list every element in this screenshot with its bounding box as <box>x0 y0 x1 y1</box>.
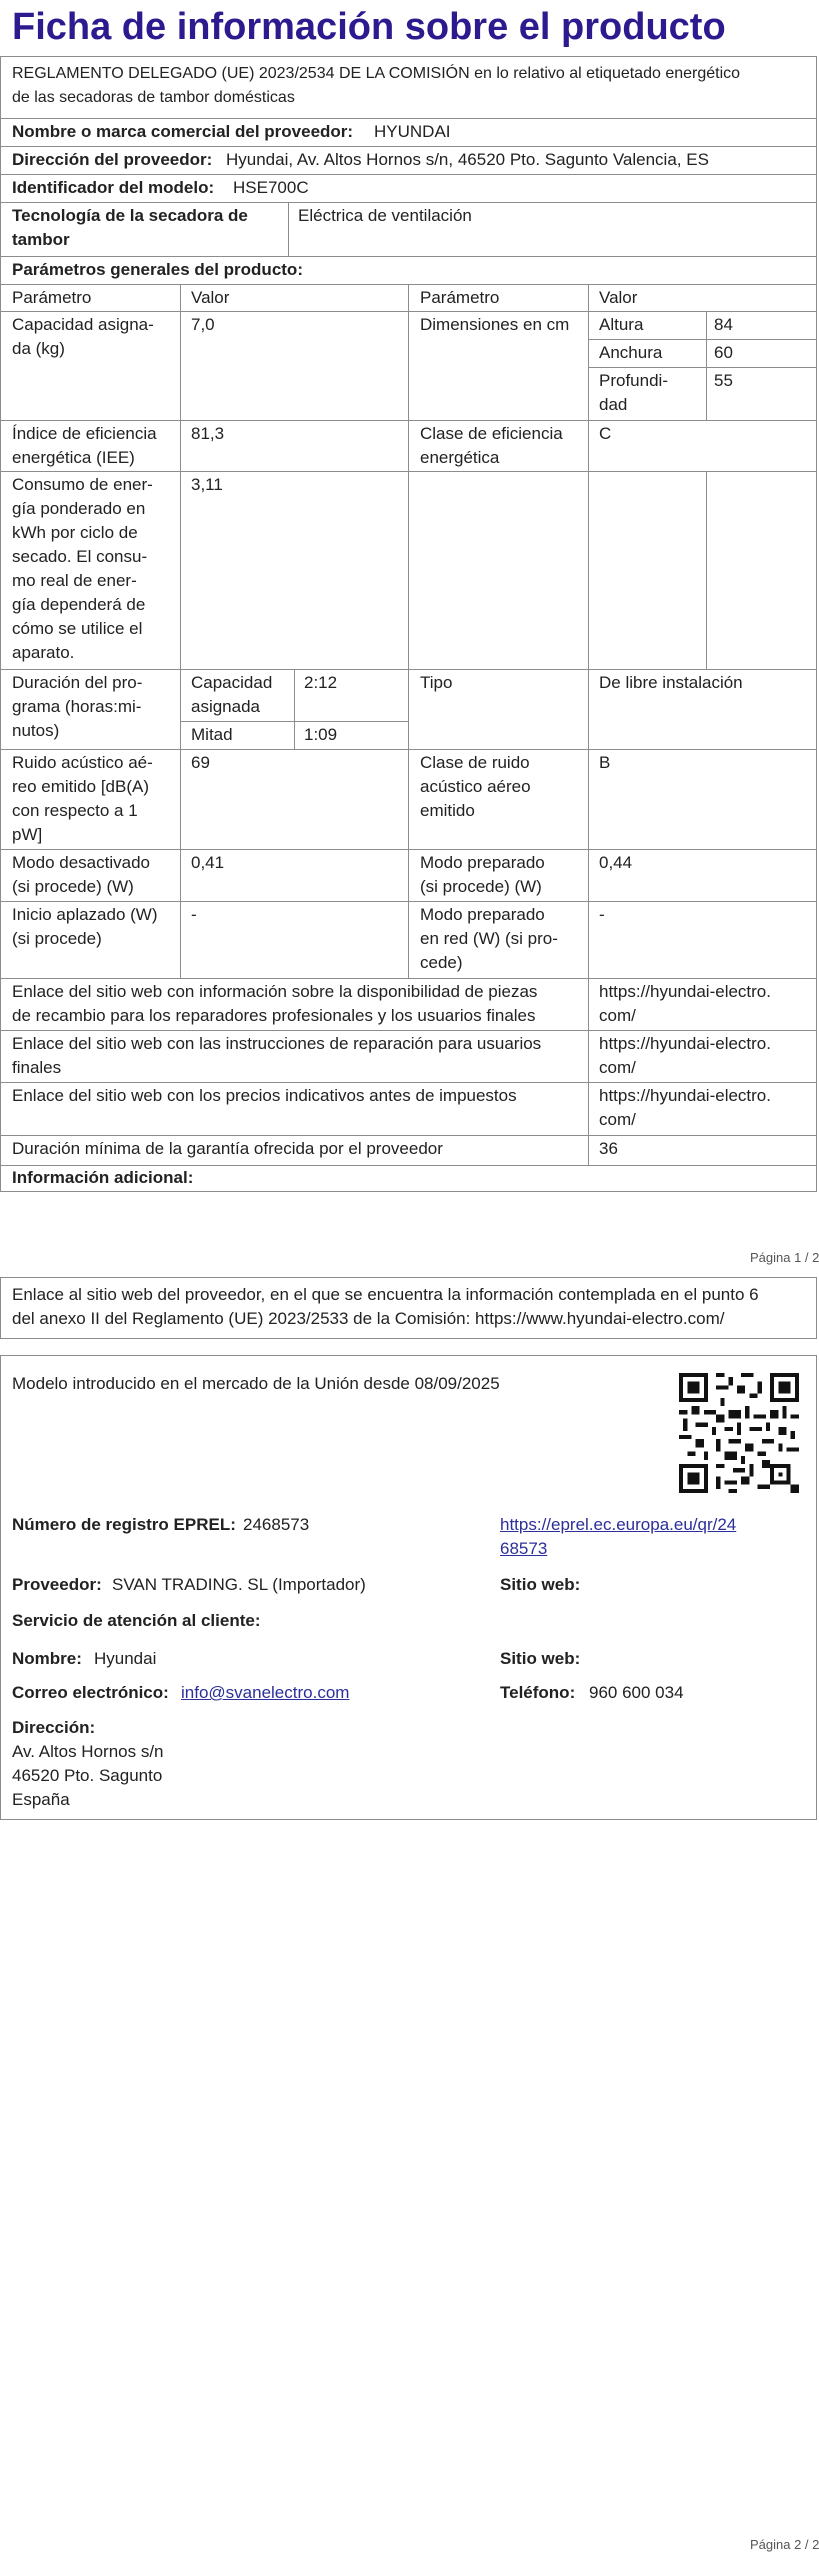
eff-class-value: C <box>599 424 612 443</box>
noise-label-1: Ruido acústico aé- <box>12 753 153 772</box>
repair-label-2: finales <box>12 1058 62 1077</box>
eprel-link-1[interactable]: https://eprel.ec.europa.eu/qr/24 <box>500 1515 737 1534</box>
repair-link-2[interactable]: com/ <box>599 1058 636 1077</box>
height-value: 84 <box>714 315 733 334</box>
standby-label-1: Modo preparado <box>420 853 545 872</box>
consumption-label-3: kWh por ciclo de <box>12 523 138 542</box>
qr-code-icon <box>679 1373 799 1493</box>
depth-label-1: Profundi- <box>599 371 668 390</box>
rated-cap-label-1: Capacidad <box>191 673 273 692</box>
market-date: Modelo introducido en el mercado de la Unión desde 08/09/2025 <box>12 1374 500 1393</box>
consumption-label-6: gía dependerá de <box>12 595 146 614</box>
annex-text-1: Enlace al sitio web del proveedor, en el que se encuentra la información contemplada en el punto 6 <box>12 1285 759 1304</box>
supplier-value: SVAN TRADING. SL (Importador) <box>112 1575 366 1594</box>
col-value-1: Valor <box>191 288 230 307</box>
noise-label-2: reo emitido [dB(A) <box>12 777 149 796</box>
eprel-link-2[interactable]: 68573 <box>500 1539 548 1558</box>
iee-label-2: energética (IEE) <box>12 448 135 467</box>
website-label: Sitio web: <box>500 1575 581 1594</box>
network-label-1: Modo preparado <box>420 905 545 924</box>
network-label-2: en red (W) (si pro- <box>420 929 558 948</box>
eprel-value: 2468573 <box>243 1515 310 1534</box>
capacity-value: 7,0 <box>191 315 215 334</box>
eff-class-label-2: energética <box>420 448 500 467</box>
website-label-2: Sitio web: <box>500 1649 581 1668</box>
consumption-label-8: aparato. <box>12 643 75 662</box>
col-param-1: Parámetro <box>12 288 92 307</box>
prices-link-1[interactable]: https://hyundai-electro. <box>599 1086 771 1105</box>
page-number-1: Página 1 / 2 <box>750 1250 819 1265</box>
email-label: Correo electrónico: <box>12 1683 169 1702</box>
page-title: Ficha de información sobre el producto <box>12 6 726 48</box>
address-label: Dirección: <box>12 1718 96 1737</box>
off-label-2: (si procede) (W) <box>12 877 134 896</box>
spare-link-1[interactable]: https://hyundai-electro. <box>599 982 771 1001</box>
standby-value: 0,44 <box>599 853 633 872</box>
delay-label-1: Inicio aplazado (W) <box>12 905 158 924</box>
col-value-2: Valor <box>599 288 638 307</box>
additional-info-heading: Información adicional: <box>12 1168 194 1187</box>
address-line-2: 46520 Pto. Sagunto <box>12 1766 163 1785</box>
standby-label-2: (si procede) (W) <box>420 877 542 896</box>
half-label: Mitad <box>191 725 233 744</box>
warranty-value: 36 <box>599 1139 618 1158</box>
consumption-label-1: Consumo de ener- <box>12 475 153 494</box>
name-label: Nombre: <box>12 1649 82 1668</box>
regulation-line-1: REGLAMENTO DELEGADO (UE) 2023/2534 DE LA COMISIÓN en lo relativo al etiquetado energético <box>12 65 741 82</box>
consumption-label-2: gía ponderado en <box>12 499 146 518</box>
prices-link-2[interactable]: com/ <box>599 1110 636 1129</box>
duration-label-1: Duración del pro- <box>12 673 143 692</box>
tech-label-1: Tecnología de la secadora de <box>12 206 248 225</box>
duration-label-3: nutos) <box>12 721 60 740</box>
rated-cap-value: 2:12 <box>304 673 338 692</box>
consumption-label-7: cómo se utilice el <box>12 619 143 638</box>
delay-value: - <box>191 905 197 924</box>
duration-label-2: grama (horas:mi- <box>12 697 142 716</box>
model-label: Identificador del modelo: <box>12 178 215 197</box>
rated-cap-label-2: asignada <box>191 697 261 716</box>
repair-link-1[interactable]: https://hyundai-electro. <box>599 1034 771 1053</box>
noise-label-3: con respecto a 1 <box>12 801 138 820</box>
type-label: Tipo <box>420 673 453 692</box>
dims-label: Dimensiones en cm <box>420 315 570 334</box>
iee-label-1: Índice de eficiencia <box>12 424 157 443</box>
width-value: 60 <box>714 343 733 362</box>
col-param-2: Parámetro <box>420 288 500 307</box>
phone-value: 960 600 034 <box>589 1683 684 1702</box>
height-label: Altura <box>599 315 644 334</box>
depth-value: 55 <box>714 371 733 390</box>
phone-label: Teléfono: <box>500 1683 576 1702</box>
eff-class-label-1: Clase de eficiencia <box>420 424 563 443</box>
iee-value: 81,3 <box>191 424 225 443</box>
depth-label-2: dad <box>599 395 628 414</box>
capacity-label-1: Capacidad asigna- <box>12 315 154 334</box>
noise-class-label-3: emitido <box>420 801 475 820</box>
spare-label-1: Enlace del sitio web con información sobre la disponibilidad de piezas <box>12 982 538 1001</box>
network-value: - <box>599 905 605 924</box>
off-label-1: Modo desactivado <box>12 853 150 872</box>
noise-class-label-2: acústico aéreo <box>420 777 531 796</box>
warranty-label: Duración mínima de la garantía ofrecida por el proveedor <box>12 1139 443 1158</box>
spare-link-2[interactable]: com/ <box>599 1006 636 1025</box>
email-link[interactable]: info@svanelectro.com <box>181 1683 350 1702</box>
prices-label: Enlace del sitio web con los precios indicativos antes de impuestos <box>12 1086 517 1105</box>
half-value: 1:09 <box>304 725 338 744</box>
tech-label-2: tambor <box>12 230 70 249</box>
eprel-label: Número de registro EPREL: <box>12 1515 236 1534</box>
type-value: De libre instalación <box>599 673 743 692</box>
consumption-value: 3,11 <box>191 475 223 494</box>
supplier-name-value: HYUNDAI <box>374 122 451 141</box>
width-label: Anchura <box>599 343 663 362</box>
address-line-3: España <box>12 1790 70 1809</box>
delay-label-2: (si procede) <box>12 929 102 948</box>
general-params-heading: Parámetros generales del producto: <box>12 260 303 279</box>
customer-service-heading: Servicio de atención al cliente: <box>12 1611 261 1630</box>
consumption-label-5: mo real de ener- <box>12 571 137 590</box>
noise-class-value: B <box>599 753 611 772</box>
network-label-3: cede) <box>420 953 463 972</box>
annex-text-2: del anexo II del Reglamento (UE) 2023/2533 de la Comisión: https://www.hyundai-electro.com/ <box>12 1309 725 1328</box>
consumption-label-4: secado. El consu- <box>12 547 148 566</box>
supplier-name-label: Nombre o marca comercial del proveedor: <box>12 122 354 141</box>
tech-value: Eléctrica de ventilación <box>298 206 472 225</box>
address-line-1: Av. Altos Hornos s/n <box>12 1742 164 1761</box>
supplier-label: Proveedor: <box>12 1575 102 1594</box>
noise-value: 69 <box>191 753 210 772</box>
noise-label-4: pW] <box>12 825 43 844</box>
regulation-line-2: de las secadoras de tambor domésticas <box>12 89 295 106</box>
repair-label-1: Enlace del sitio web con las instrucciones de reparación para usuarios <box>12 1034 542 1053</box>
supplier-address-value: Hyundai, Av. Altos Hornos s/n, 46520 Pto. Sagunto Valencia, ES <box>226 150 709 169</box>
capacity-label-2: da (kg) <box>12 339 65 358</box>
page-number-2: Página 2 / 2 <box>750 2537 819 2552</box>
model-value: HSE700C <box>233 178 309 197</box>
supplier-address-label: Dirección del proveedor: <box>12 150 213 169</box>
spare-label-2: de recambio para los reparadores profesionales y los usuarios finales <box>12 1006 536 1025</box>
name-value: Hyundai <box>94 1649 157 1668</box>
off-value: 0,41 <box>191 853 225 872</box>
noise-class-label-1: Clase de ruido <box>420 753 530 772</box>
